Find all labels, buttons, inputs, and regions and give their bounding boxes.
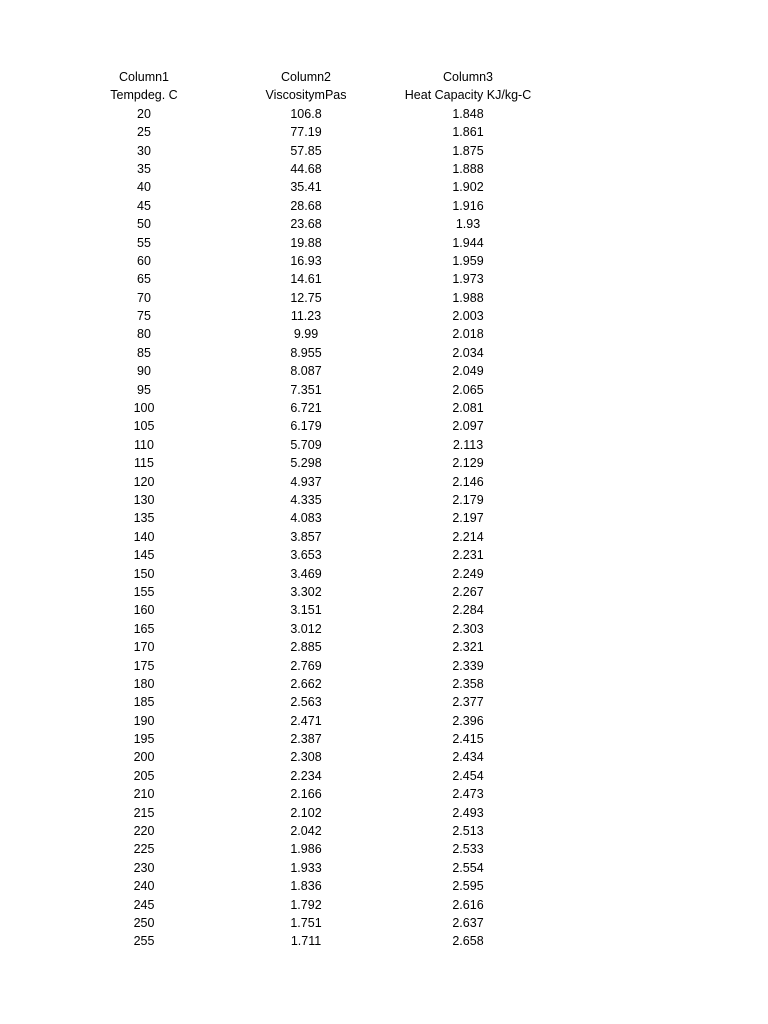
viscosity-cell: 5.298: [290, 456, 322, 471]
table-row: [68, 546, 568, 564]
heat-capacity-cell: 2.003: [452, 309, 484, 324]
viscosity-cell: 77.19: [290, 125, 322, 140]
heat-capacity-cell: 1.944: [452, 235, 484, 250]
viscosity-cell: 16.93: [290, 253, 322, 268]
temperature-cell: 225: [133, 842, 155, 857]
column-id-2: Column2: [280, 70, 332, 84]
table-row: [68, 583, 568, 601]
table-row: [68, 215, 568, 233]
table-row: [68, 142, 568, 160]
temperature-cell: 255: [133, 934, 155, 949]
table-row: [68, 620, 568, 638]
heat-capacity-cell: 1.93: [455, 217, 481, 232]
heat-capacity-cell: 1.988: [452, 290, 484, 305]
temperature-cell: 190: [133, 713, 155, 728]
table-row: [68, 509, 568, 527]
heat-capacity-cell: 1.861: [452, 125, 484, 140]
table-row: [68, 565, 568, 583]
viscosity-cell: 2.563: [290, 695, 322, 710]
heat-capacity-cell: 1.902: [452, 180, 484, 195]
temperature-cell: 145: [133, 548, 155, 563]
table-row: [68, 473, 568, 491]
temperature-cell: 60: [137, 253, 151, 268]
table-row: [68, 693, 568, 711]
heat-capacity-cell: 1.888: [452, 161, 484, 176]
temperature-cell: 140: [133, 529, 155, 544]
table-row: [68, 748, 568, 766]
viscosity-cell: 3.012: [290, 621, 322, 636]
viscosity-cell: 28.68: [290, 198, 322, 213]
heat-capacity-cell: 2.396: [452, 713, 484, 728]
temperature-cell: 160: [133, 603, 155, 618]
table-row: [68, 528, 568, 546]
viscosity-cell: 14.61: [290, 272, 322, 287]
heat-capacity-cell: 2.533: [452, 842, 484, 857]
viscosity-cell: 2.234: [290, 768, 322, 783]
temperature-cell: 120: [133, 474, 155, 489]
temperature-cell: 200: [133, 750, 155, 765]
temperature-cell: 170: [133, 640, 155, 655]
viscosity-cell: 4.083: [290, 511, 322, 526]
heat-capacity-cell: 2.034: [452, 345, 484, 360]
table-row: [68, 344, 568, 362]
viscosity-cell: 2.769: [290, 658, 322, 673]
table-row: [68, 896, 568, 914]
heat-capacity-cell: 2.267: [452, 584, 484, 599]
temperature-cell: 115: [134, 456, 154, 471]
table-row: [68, 289, 568, 307]
table-row: [68, 105, 568, 123]
table-row: [68, 399, 568, 417]
viscosity-cell: 1.933: [290, 860, 322, 875]
table-body: [68, 105, 568, 951]
temperature-cell: 100: [133, 401, 155, 416]
header-heat-capacity: Heat Capacity KJ/kg-C: [404, 88, 532, 103]
heat-capacity-cell: 2.097: [452, 419, 484, 434]
table-row: [68, 362, 568, 380]
viscosity-cell: 1.751: [290, 915, 322, 930]
temperature-cell: 230: [133, 860, 155, 875]
temperature-cell: 205: [133, 768, 155, 783]
viscosity-cell: 5.709: [290, 437, 322, 452]
viscosity-cell: 12.75: [290, 290, 322, 305]
temperature-cell: 220: [133, 824, 155, 839]
temperature-cell: 110: [134, 437, 154, 452]
viscosity-cell: 1.792: [290, 897, 322, 912]
viscosity-cell: 6.179: [290, 419, 322, 434]
viscosity-cell: 7.351: [290, 382, 322, 397]
viscosity-cell: 1.836: [290, 879, 322, 894]
heat-capacity-cell: 2.554: [452, 860, 484, 875]
heat-capacity-cell: 2.377: [452, 695, 484, 710]
temperature-cell: 90: [137, 364, 151, 379]
temperature-cell: 50: [137, 217, 151, 232]
column-id-1: Column1: [118, 70, 170, 84]
table-row: [68, 840, 568, 858]
table-row: [68, 932, 568, 950]
table-row: [68, 436, 568, 454]
table-row: [68, 197, 568, 215]
heat-capacity-cell: 2.179: [452, 492, 484, 507]
table-row: [68, 601, 568, 619]
table-row: [68, 712, 568, 730]
heat-capacity-cell: 2.358: [452, 676, 484, 691]
viscosity-cell: 2.042: [290, 824, 322, 839]
heat-capacity-cell: 2.637: [452, 915, 484, 930]
viscosity-cell: 23.68: [290, 217, 322, 232]
viscosity-cell: 8.087: [290, 364, 322, 379]
temperature-cell: 245: [133, 897, 155, 912]
temperature-cell: 65: [137, 272, 151, 287]
viscosity-cell: 3.151: [290, 603, 322, 618]
temperature-cell: 135: [133, 511, 155, 526]
table-row: [68, 675, 568, 693]
table-row: [68, 454, 568, 472]
table-row: [68, 307, 568, 325]
table-row: [68, 160, 568, 178]
temperature-cell: 150: [133, 566, 155, 581]
heat-capacity-cell: 2.434: [452, 750, 484, 765]
temperature-cell: 45: [137, 198, 151, 213]
column-id-row: [68, 68, 568, 86]
heat-capacity-cell: 2.321: [452, 640, 484, 655]
viscosity-cell: 8.955: [290, 345, 322, 360]
viscosity-cell: 6.721: [290, 401, 322, 416]
temperature-cell: 240: [133, 879, 155, 894]
heat-capacity-cell: 2.595: [452, 879, 484, 894]
viscosity-cell: 57.85: [290, 143, 322, 158]
heat-capacity-cell: 2.473: [452, 787, 484, 802]
heat-capacity-cell: 1.973: [452, 272, 484, 287]
temperature-cell: 25: [137, 125, 151, 140]
temperature-cell: 75: [137, 309, 151, 324]
viscosity-cell: 2.308: [290, 750, 322, 765]
table-row: [68, 178, 568, 196]
table-row: [68, 730, 568, 748]
temperature-cell: 250: [133, 915, 155, 930]
viscosity-cell: 2.662: [290, 676, 322, 691]
heat-capacity-cell: 2.454: [452, 768, 484, 783]
temperature-cell: 35: [137, 161, 151, 176]
heat-capacity-cell: 2.249: [452, 566, 484, 581]
table-row: [68, 859, 568, 877]
table-row: [68, 270, 568, 288]
table-row: [68, 381, 568, 399]
heat-capacity-cell: 2.146: [452, 474, 484, 489]
heat-capacity-cell: 2.129: [452, 456, 484, 471]
temperature-cell: 180: [133, 676, 155, 691]
temperature-cell: 165: [133, 621, 155, 636]
temperature-cell: 155: [133, 584, 155, 599]
table-row: [68, 914, 568, 932]
heat-capacity-cell: 2.513: [452, 824, 484, 839]
header-viscosity: ViscositymPas: [265, 88, 347, 103]
viscosity-cell: 3.469: [290, 566, 322, 581]
viscosity-cell: 106.8: [290, 106, 322, 121]
heat-capacity-cell: 2.616: [452, 897, 484, 912]
heat-capacity-cell: 2.339: [452, 658, 484, 673]
heat-capacity-cell: 2.081: [452, 401, 484, 416]
viscosity-cell: 4.937: [290, 474, 322, 489]
header-temperature: Tempdeg. C: [110, 88, 178, 103]
temperature-cell: 210: [133, 787, 155, 802]
heat-capacity-cell: 2.049: [452, 364, 484, 379]
table-row: [68, 657, 568, 675]
viscosity-cell: 11.23: [290, 309, 322, 324]
column-id-3: Column3: [442, 70, 494, 84]
viscosity-cell: 2.387: [290, 732, 322, 747]
viscosity-cell: 2.166: [290, 787, 322, 802]
heat-capacity-cell: 2.214: [452, 529, 484, 544]
temperature-cell: 105: [133, 419, 155, 434]
viscosity-cell: 35.41: [290, 180, 322, 195]
heat-capacity-cell: 2.493: [452, 805, 484, 820]
heat-capacity-cell: 2.231: [452, 548, 484, 563]
heat-capacity-cell: 1.848: [452, 106, 484, 121]
table-row: [68, 767, 568, 785]
viscosity-cell: 4.335: [290, 492, 322, 507]
table-row: [68, 234, 568, 252]
viscosity-cell: 1.986: [290, 842, 322, 857]
viscosity-cell: 44.68: [290, 161, 322, 176]
heat-capacity-cell: 1.875: [452, 143, 484, 158]
table-row: [68, 491, 568, 509]
table-row: [68, 877, 568, 895]
temperature-cell: 215: [133, 805, 155, 820]
temperature-cell: 195: [133, 732, 155, 747]
table-row: [68, 417, 568, 435]
heat-capacity-cell: 1.959: [452, 253, 484, 268]
viscosity-cell: 3.653: [290, 548, 322, 563]
table-row: [68, 325, 568, 343]
heat-capacity-cell: 2.197: [452, 511, 484, 526]
temperature-cell: 40: [137, 180, 151, 195]
temperature-cell: 130: [133, 492, 155, 507]
heat-capacity-cell: 2.018: [452, 327, 484, 342]
temperature-cell: 95: [137, 382, 151, 397]
viscosity-cell: 9.99: [293, 327, 319, 342]
header-row: [68, 86, 568, 104]
table-row: [68, 785, 568, 803]
heat-capacity-cell: 2.284: [452, 603, 484, 618]
heat-capacity-cell: 2.113: [452, 437, 484, 452]
temperature-cell: 175: [133, 658, 155, 673]
viscosity-cell: 3.857: [290, 529, 322, 544]
temperature-cell: 30: [137, 143, 151, 158]
viscosity-cell: 3.302: [290, 584, 322, 599]
temperature-cell: 80: [137, 327, 151, 342]
heat-capacity-cell: 1.916: [452, 198, 484, 213]
viscosity-cell: 19.88: [290, 235, 322, 250]
table-row: [68, 638, 568, 656]
viscosity-cell: 2.471: [290, 713, 322, 728]
heat-capacity-cell: 2.658: [452, 934, 484, 949]
viscosity-cell: 2.885: [290, 640, 322, 655]
table-row: [68, 123, 568, 141]
viscosity-cell: 2.102: [290, 805, 322, 820]
data-table: [68, 68, 568, 951]
heat-capacity-cell: 2.303: [452, 621, 484, 636]
table-row: [68, 804, 568, 822]
temperature-cell: 70: [137, 290, 151, 305]
temperature-cell: 185: [133, 695, 155, 710]
temperature-cell: 55: [137, 235, 151, 250]
temperature-cell: 20: [137, 106, 151, 121]
temperature-cell: 85: [137, 345, 151, 360]
viscosity-cell: 1.711: [290, 934, 322, 949]
heat-capacity-cell: 2.415: [452, 732, 484, 747]
table-row: [68, 252, 568, 270]
table-row: [68, 822, 568, 840]
heat-capacity-cell: 2.065: [452, 382, 484, 397]
